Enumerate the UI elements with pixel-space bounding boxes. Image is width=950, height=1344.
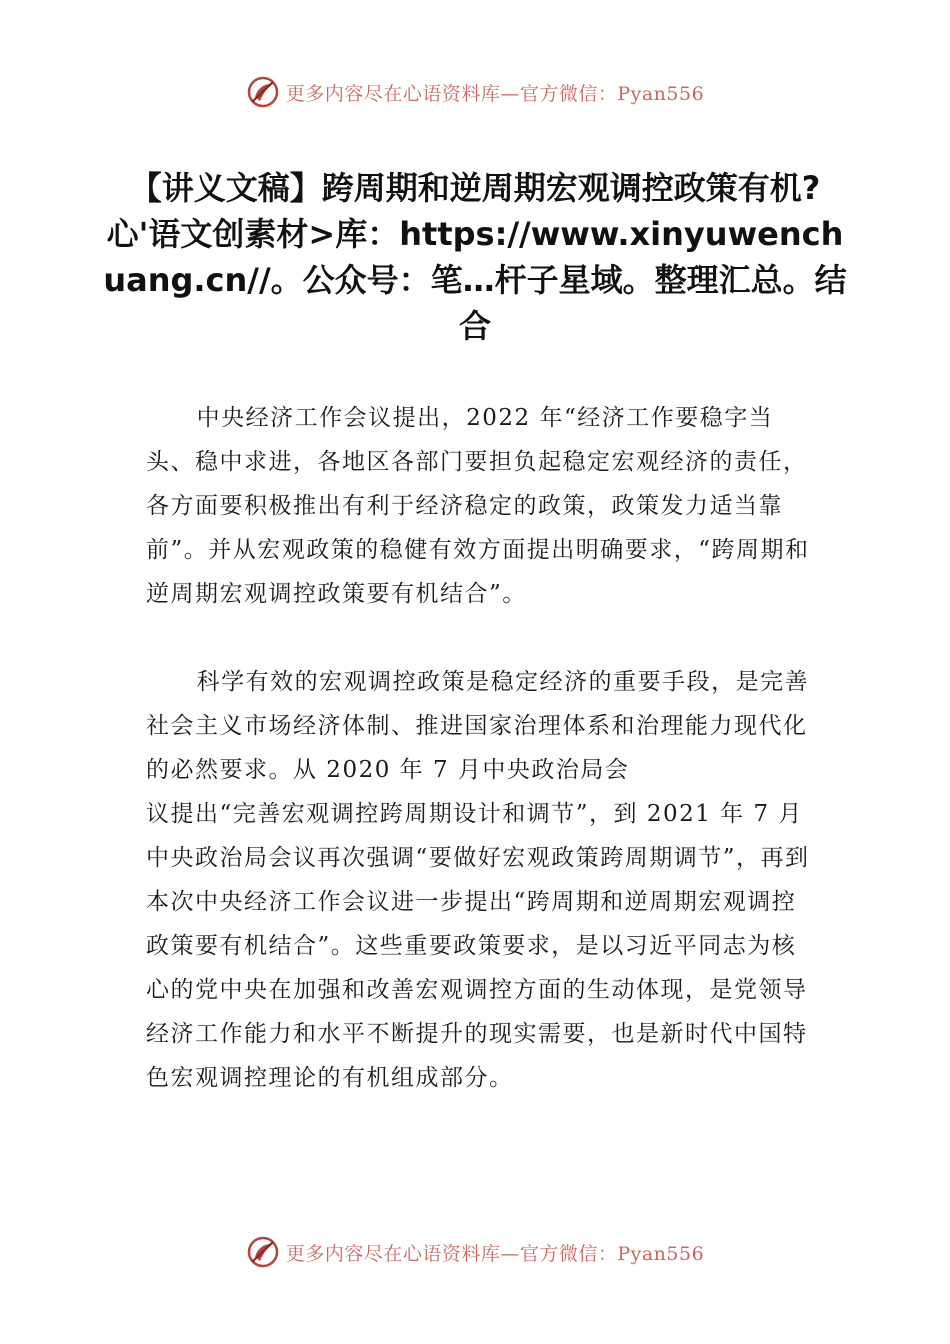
watermark-text: 更多内容尽在心语资料库—官方微信：Pyan556 xyxy=(285,82,705,105)
brand-logo-icon xyxy=(246,75,280,109)
header-watermark xyxy=(0,72,950,112)
watermark-text: 更多内容尽在心语资料库—官方微信：Pyan556 xyxy=(285,1242,705,1265)
document-title: 【讲义文稿】跨周期和逆周期宏观调控政策有机?心'语文创素材>库：https://www.xinyuwenchuang.cn//。公众号：笔…杆子星域。整理汇总。结合 xyxy=(103,169,847,345)
footer-watermark xyxy=(0,1232,950,1272)
paragraph: 议提出“完善宏观调控跨周期设计和调节”，到 2021 年 7 月中央政治局会议再次强调“要做好宏观政策跨周期调节”，再到本次中央经济工作会议进一步提出“跨周期和逆周期宏观调控政策要有机结合”。这些重要政策要求，是以习近平同志为核心的党中央在加强和改善宏观调控方面的生动体现，是党领导经济工作能力和水平不断提升的现实需要，也是新时代中国特色宏观调控理论的有机组成部分。 xyxy=(146,801,810,1091)
paragraph: 科学有效的宏观调控政策是稳定经济的重要手段，是完善社会主义市场经济体制、推进国家治理体系和治理能力现代化的必然要求。从 2020 年 7 月中央政治局会 xyxy=(146,669,810,783)
paragraph: 中央经济工作会议提出，2022 年“经济工作要稳字当头、稳中求进，各地区各部门要担负起稳定宏观经济的责任，各方面要积极推出有利于经济稳定的政策，政策发力适当靠前”。并从宏观政策的稳健有效方面提出明确要求，“跨周期和逆周期宏观调控政策要有机结合”。 xyxy=(146,405,810,607)
brand-logo-icon xyxy=(246,1235,280,1269)
document-body xyxy=(146,396,810,1100)
